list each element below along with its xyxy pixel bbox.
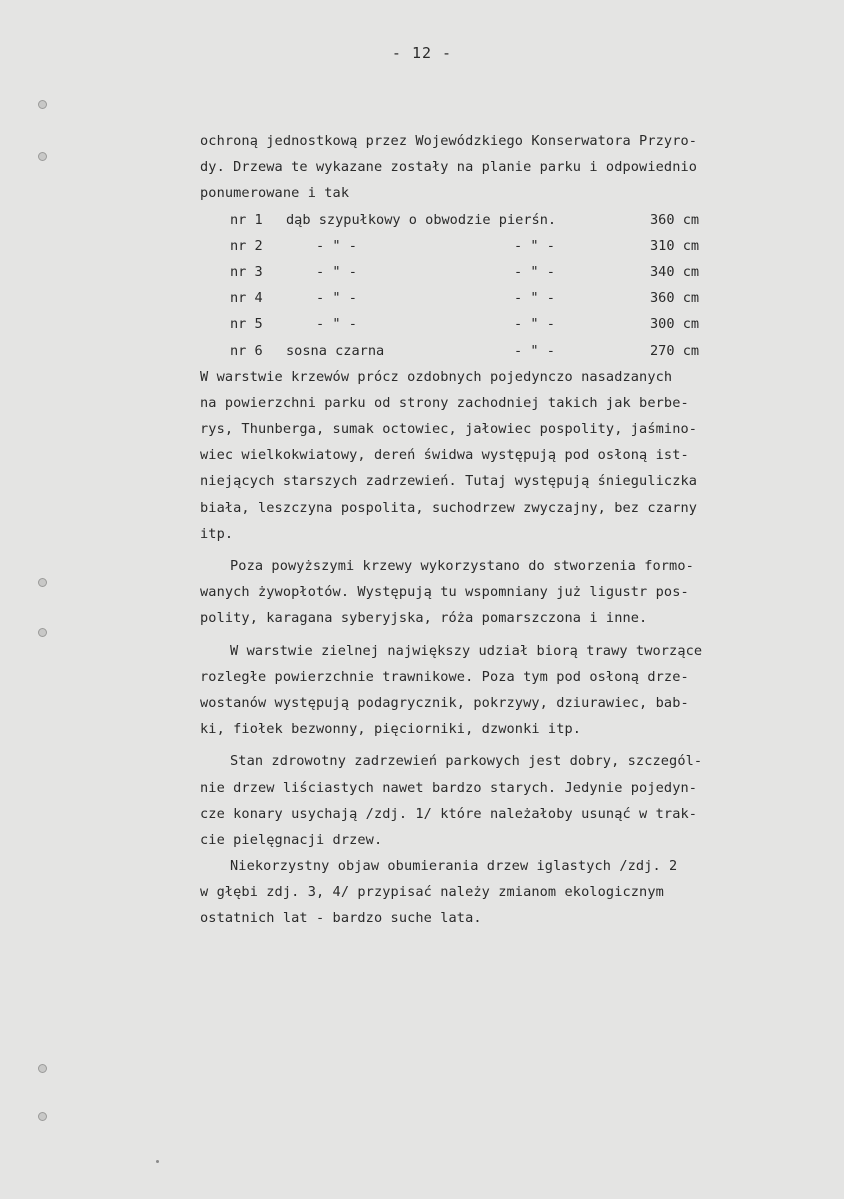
tree-row: [200, 259, 840, 285]
punch-hole-mark: [38, 1112, 47, 1121]
ditto-mark: - " -: [316, 316, 357, 333]
tree-circumference: 300 cm: [650, 316, 700, 333]
text-line: wostanów występują podagrycznik, pokrzywy, dziurawiec, bab-: [200, 694, 689, 711]
ditto-mark: - " -: [514, 237, 555, 254]
text-line: w głębi zdj. 3, 4/ przypisać należy zmianom ekologicznym: [200, 884, 664, 901]
text-line: ponumerowane i tak: [200, 185, 350, 202]
ditto-mark: - " -: [514, 290, 555, 307]
punch-hole-mark: [38, 628, 47, 637]
body-text: [200, 128, 840, 932]
tree-circumference: 360 cm: [650, 290, 700, 307]
tree-number: nr 6: [230, 342, 263, 359]
tree-number: nr 3: [230, 263, 263, 280]
text-line: cze konary usychają /zdj. 1/ które należałoby usunąć w trak-: [200, 805, 698, 822]
ditto-mark: - " -: [514, 342, 555, 359]
punch-hole-mark: [38, 578, 47, 587]
tree-row: [200, 311, 840, 337]
text-line: Niekorzystny objaw obumierania drzew iglastych /zdj. 2: [230, 858, 678, 875]
tree-species: dąb szypułkowy o obwodzie pierśn.: [286, 211, 557, 228]
paragraph-herbs: [200, 638, 840, 743]
paragraph-decline: [200, 853, 840, 932]
text-line: na powierzchni parku od strony zachodniej takich jak berbe-: [200, 394, 689, 411]
tree-circumference: 310 cm: [650, 237, 700, 254]
text-line: niejących starszych zadrzewień. Tutaj występują śnieguliczka: [200, 473, 698, 490]
text-line: polity, karagana syberyjska, róża pomarszczona i inne.: [200, 610, 648, 627]
paper-speck: [156, 1160, 159, 1163]
tree-number: nr 1: [230, 211, 263, 228]
paragraph-health: [200, 748, 840, 853]
tree-circumference: 340 cm: [650, 263, 700, 280]
ditto-mark: - " -: [316, 263, 357, 280]
page-number: - 12 -: [391, 44, 453, 62]
text-line: nie drzew liściastych nawet bardzo starych. Jedynie pojedyn-: [200, 779, 698, 796]
text-line: ki, fiołek bezwonny, pięciorniki, dzwonki itp.: [200, 721, 582, 738]
text-line: Poza powyższymi krzewy wykorzystano do stworzenia formo-: [230, 558, 694, 574]
text-line: biała, leszczyna pospolita, suchodrzew zwyczajny, bez czarny: [200, 499, 698, 516]
text-line: ostatnich lat - bardzo suche lata.: [200, 910, 482, 927]
ditto-mark: - " -: [514, 263, 555, 280]
text-line: cie pielęgnacji drzew.: [200, 831, 383, 848]
punch-hole-mark: [38, 152, 47, 161]
punch-hole-mark: [38, 1064, 47, 1073]
tree-number: nr 2: [230, 237, 263, 254]
tree-species: sosna czarna: [286, 342, 385, 359]
text-line: rozległe powierzchnie trawnikowe. Poza tym pod osłoną drze-: [200, 668, 689, 685]
punch-hole-mark: [38, 100, 47, 109]
text-line: W warstwie zielnej największy udział biorą trawy tworzące: [230, 642, 703, 659]
paragraph-intro: [200, 128, 840, 207]
text-line: Stan zdrowotny zadrzewień parkowych jest dobry, szczegól-: [230, 753, 703, 770]
text-line: wanych żywopłotów. Występują tu wspomniany już ligustr pos-: [200, 584, 689, 601]
ditto-mark: - " -: [316, 290, 357, 307]
paragraph-hedges: [200, 553, 840, 632]
tree-row: [200, 285, 840, 311]
tree-row: [200, 233, 840, 259]
text-line: W warstwie krzewów prócz ozdobnych pojedynczo nasadzanych: [200, 368, 673, 385]
ditto-mark: - " -: [514, 316, 555, 333]
paragraph-shrubs: [200, 364, 840, 547]
text-line: dy. Drzewa te wykazane zostały na planie parku i odpowiednio: [200, 159, 698, 176]
text-line: itp.: [200, 525, 234, 542]
text-line: wiec wielkokwiatowy, dereń świdwa występują pod osłoną ist-: [200, 447, 689, 464]
tree-circumference: 360 cm: [650, 211, 700, 228]
tree-circumference: 270 cm: [650, 342, 700, 359]
ditto-mark: - " -: [316, 237, 357, 254]
tree-row: [200, 207, 840, 233]
text-line: ochroną jednostkową przez Wojewódzkiego Konserwatora Przyro-: [200, 133, 698, 149]
tree-number: nr 4: [230, 290, 263, 307]
tree-row: [200, 338, 840, 364]
protected-trees-list: [200, 207, 840, 364]
text-line: rys, Thunberga, sumak octowiec, jałowiec pospolity, jaśmino-: [200, 421, 698, 438]
tree-number: nr 5: [230, 316, 263, 333]
